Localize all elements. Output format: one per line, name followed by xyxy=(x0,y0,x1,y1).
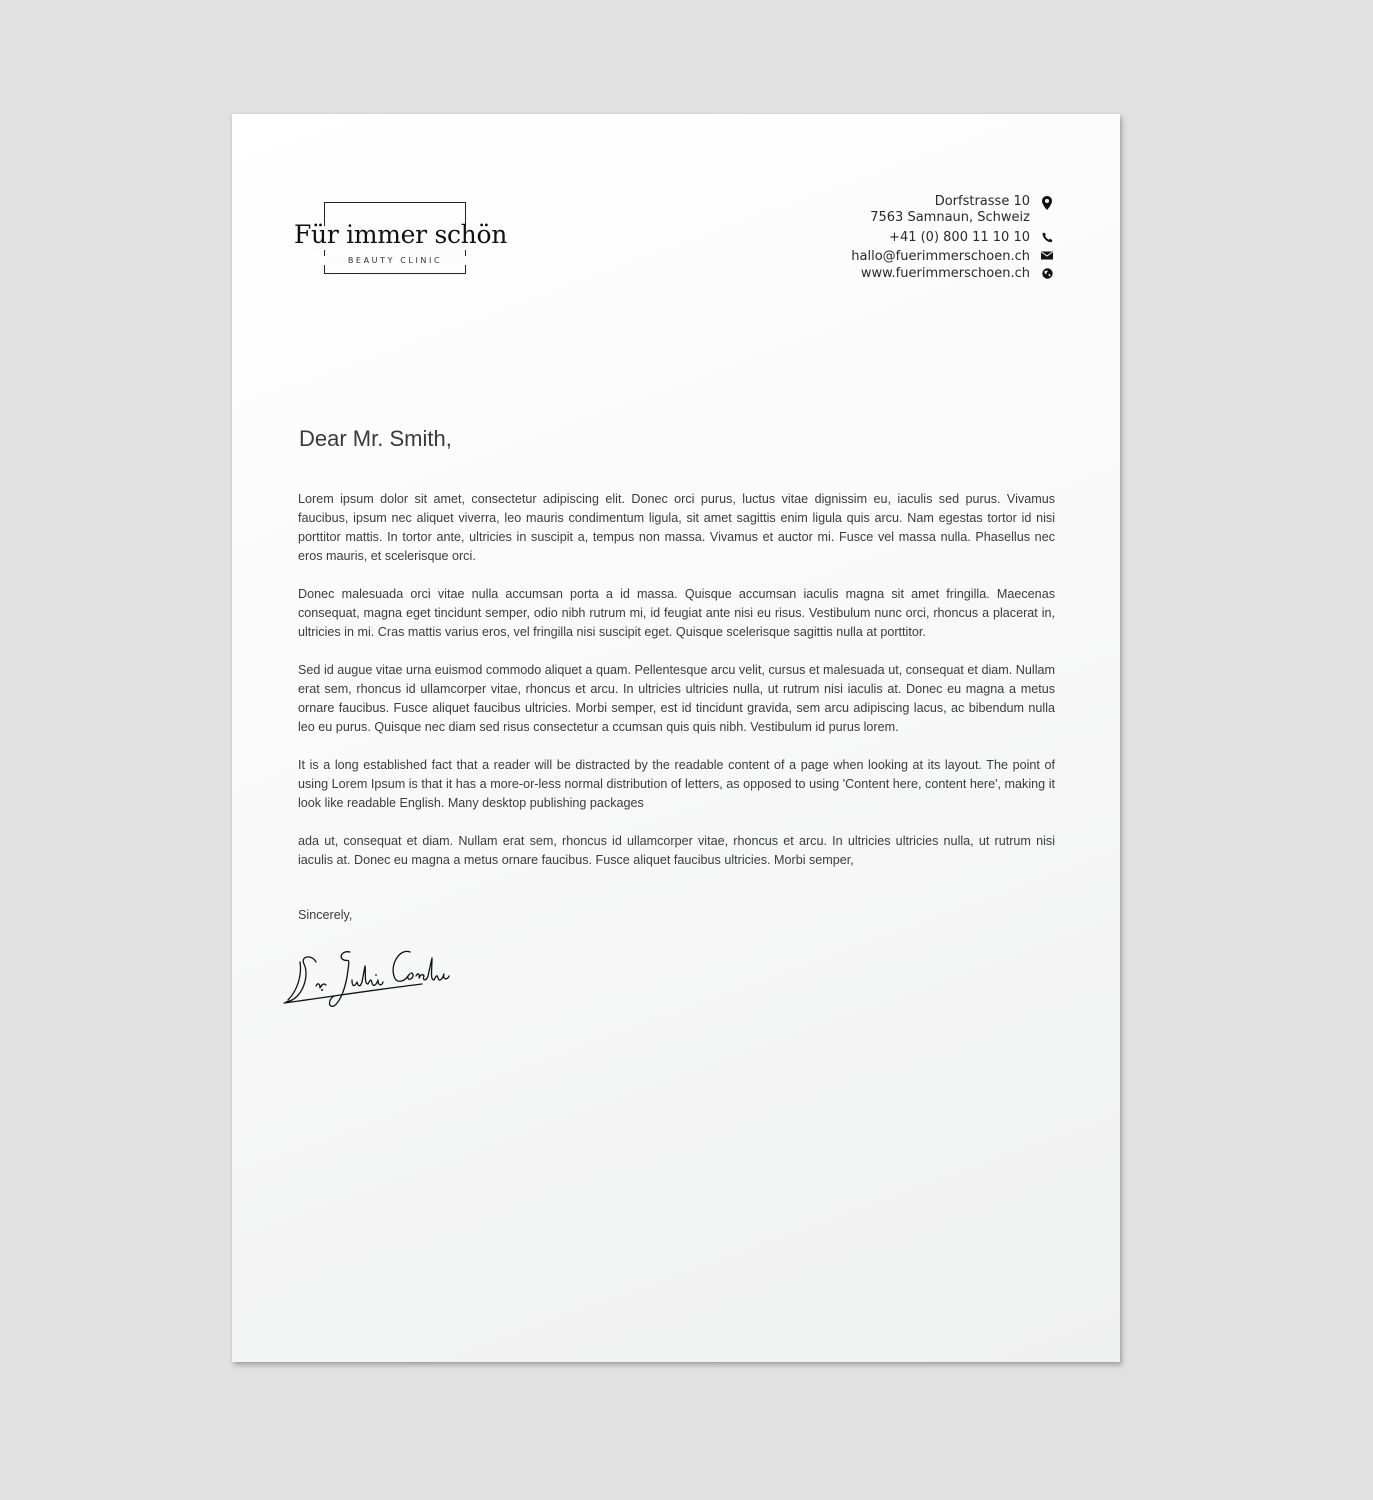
contact-address xyxy=(734,194,1054,230)
envelope-icon xyxy=(1040,249,1054,260)
body-paragraph: Sed id augue vitae urna euismod commodo aliquet a quam. Pellentesque arcu velit, cursus et malesuada ut, consequat et diam. Nullam erat sem, rhoncus id ullamcorper vitae, rhoncus et arcu. In ultricies ultricies nulla, ut rutrum nisi iaculis at. Donec eu magna a metus ornare faucibus. Fusce aliquet faucibus ultricies. Morbi semper, est id tincidunt gravida, sem arcu adipiscing lacus, ac bibendum nulla leo eu purus. Quisque nec diam sed risus consectetur a ccumsan quis quis nibh. Vestibulum id purus lorem. xyxy=(298,663,1055,734)
body-paragraph: Lorem ipsum dolor sit amet, consectetur adipiscing elit. Donec orci purus, luctus vitae dignissim eu, iaculis sed purus. Vivamus faucibus, ipsum nec aliquet viverra, leo mauris condimentum ligula, sit amet sagittis enim ligula quis arcu. Nam egestas tortor id nisi porttitor mattis. In tortor ante, ultricies in suscipit a, tempus non massa. Vivamus et auctor mi. Fusce vel massa nulla. Phasellus nec eros mauris, et scelerisque orci. xyxy=(298,492,1055,563)
contact-phone: +41 (0) 800 11 10 10 xyxy=(889,230,1030,245)
contact-email-row xyxy=(734,249,1054,266)
letter-closing: Sincerely, xyxy=(298,908,353,922)
contact-website-row xyxy=(734,266,1054,283)
letterhead-page xyxy=(232,114,1120,1362)
logo-tagline: BEAUTY CLINIC xyxy=(324,256,466,265)
contact-email[interactable]: hallo@fuerimmerschoen.ch xyxy=(851,249,1030,264)
letter-salutation: Dear Mr. Smith, xyxy=(299,426,452,451)
contact-website[interactable]: www.fuerimmerschoen.ch xyxy=(860,266,1030,281)
contact-street: Dorfstrasse 10 xyxy=(934,194,1030,209)
body-paragraph: Donec malesuada orci vitae nulla accumsan porta a id massa. Quisque accumsan iaculis magna sit amet fringilla. Maecenas consequat, magna eget tincidunt semper, odio nibh rutrum mi, id feugiat ante nisi eu risus. Vestibulum nunc orci, rhoncus a placerat in, ultricies in mi. Cras mattis varius eros, vel fringilla nisi suscipit eget. Quisque scelerisque sagittis nulla at porttitor. xyxy=(298,587,1055,639)
letter-body xyxy=(298,490,1055,889)
globe-icon xyxy=(1040,266,1054,279)
body-paragraph: It is a long established fact that a reader will be distracted by the readable content of a page when looking at its layout. The point of using Lorem Ipsum is that it has a more-or-less normal distribution of letters, as opposed to using 'Content here, content here', making it look like readable English. Many desktop publishing packages xyxy=(298,758,1055,810)
body-paragraph: ada ut, consequat et diam. Nullam erat sem, rhoncus id ullamcorper vitae, rhoncus et arcu. In ultricies ultricies nulla, ut rutrum nisi iaculis at. Donec eu magna a metus ornare faucibus. Fusce aliquet faucibus ultricies. Morbi semper, xyxy=(298,834,1055,867)
logo-name: Für immer schön xyxy=(294,220,508,249)
contact-block xyxy=(734,194,1054,283)
location-pin-icon xyxy=(1040,194,1054,210)
contact-phone-row xyxy=(734,230,1054,249)
clinic-logo xyxy=(294,202,508,276)
handwritten-signature xyxy=(282,940,462,1010)
contact-city: 7563 Samnaun, Schweiz xyxy=(870,210,1030,225)
phone-icon xyxy=(1040,230,1054,243)
